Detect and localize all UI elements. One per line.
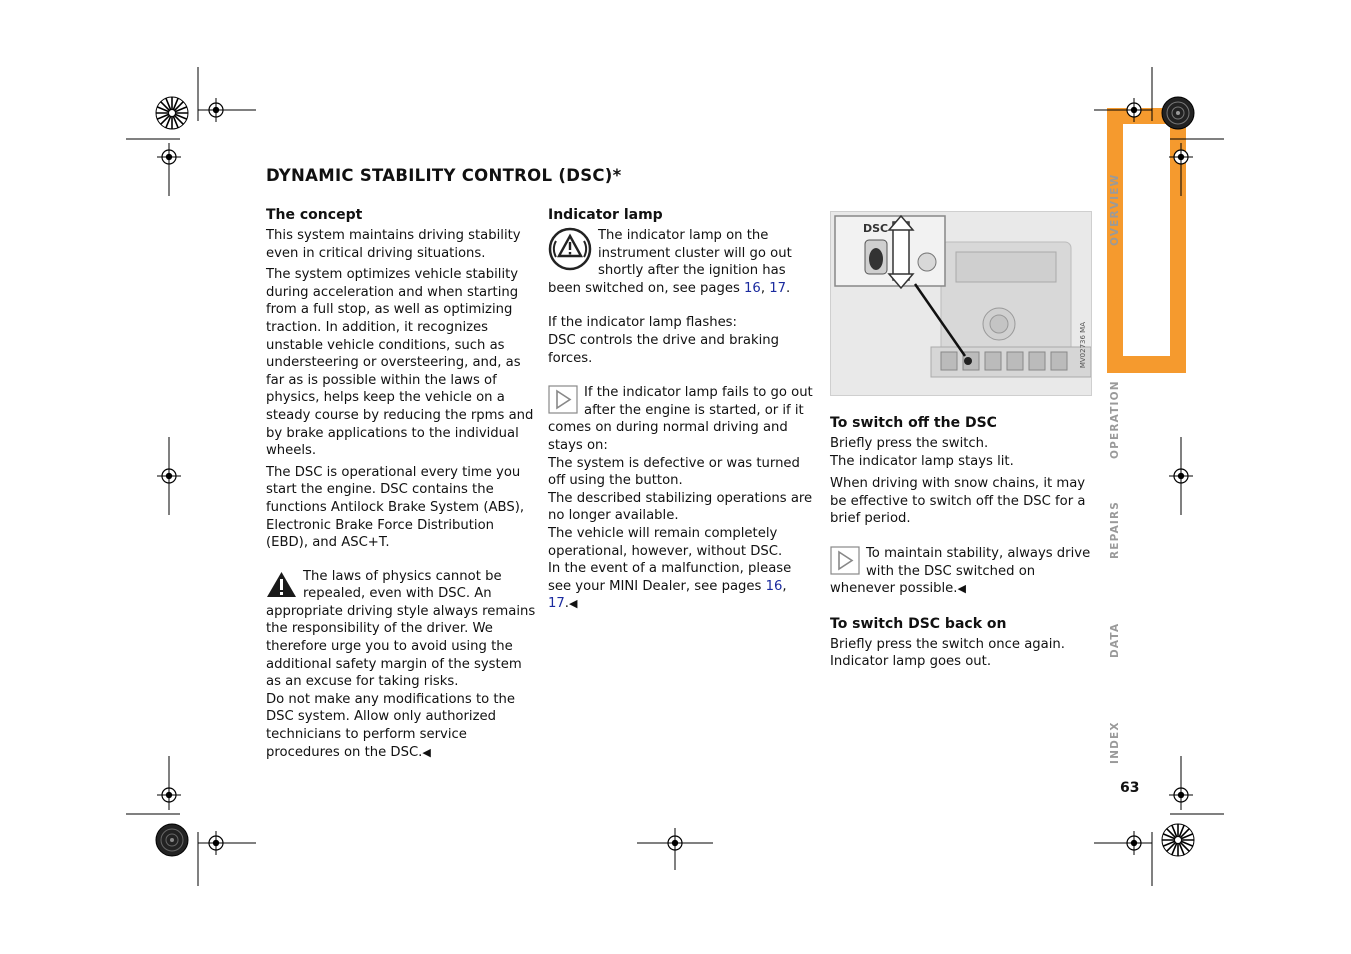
photo-code: MV02736 MA <box>1079 322 1087 369</box>
concept-paragraph-1: This system maintains driving stability even in critical driving situations. <box>266 228 521 261</box>
page-link-16[interactable]: 16 <box>744 280 761 296</box>
warning-text-2: Do not make any modifications to the DSC system. Allow only authorized technicians to perform service procedures on the DSC.◀ <box>266 691 516 760</box>
stability-note-text: To maintain stability, always drive with the DSC switched on whenever possible.◀ <box>830 545 1091 597</box>
tab-operation[interactable]: OPERATION <box>1109 380 1121 460</box>
concept-paragraph-3: The DSC is operational every time you start the engine. DSC contains the functions Antilock Brake System (ABS), Electronic Brake Force Distribution (EBD), and ASC+T. <box>266 464 525 551</box>
page-title: DYNAMIC STABILITY CONTROL (DSC)* <box>266 166 622 185</box>
tab-index[interactable]: INDEX <box>1109 721 1121 764</box>
page-link-17[interactable]: 17 <box>769 280 786 296</box>
heading-switch-on: To switch DSC back on <box>830 615 1007 632</box>
switch-off-text-1: Briefly press the switch. <box>830 436 989 451</box>
page-link-17-b[interactable]: 17 <box>548 596 565 612</box>
column-indicator-lamp <box>548 207 818 613</box>
indicator-lamp-block <box>548 227 818 297</box>
note-text-4: The vehicle will remain completely operational, however, without DSC. <box>548 525 783 559</box>
note-block <box>548 384 818 613</box>
page-number: 63 <box>1120 780 1140 796</box>
snow-chains-text: When driving with snow chains, it may be effective to switch off the DSC for a brief period. <box>830 476 1086 527</box>
note-text-3: The described stabilizing operations are no longer available. <box>548 490 813 524</box>
warning-triangle-icon <box>266 570 297 599</box>
column-concept <box>266 207 538 761</box>
flash-text-2: DSC controls the drive and braking forces. <box>548 332 780 366</box>
page-link-16-b[interactable]: 16 <box>765 578 783 594</box>
photo-dsc-label: DSC <box>863 222 889 235</box>
note-text-5: In the event of a malfunction, please see your MINI Dealer, see pages 16, 17.◀ <box>548 561 792 612</box>
stability-note <box>830 545 1098 598</box>
dsc-switch-photo <box>830 211 1092 396</box>
note-arrow-icon <box>548 385 578 414</box>
heading-indicator-lamp: Indicator lamp <box>548 207 663 223</box>
tab-controls[interactable]: CONTROLS <box>1109 273 1121 347</box>
dsc-indicator-lamp-icon <box>548 227 592 271</box>
switch-on-text-1: Briefly press the switch once again. <box>830 636 1065 652</box>
tab-repairs[interactable]: REPAIRS <box>1109 500 1121 560</box>
note-text-1: If the indicator lamp fails to go out after the engine is started, or if it comes on during normal driving and stays on: <box>548 385 813 453</box>
warning-block <box>266 568 538 762</box>
flash-text-1: If the indicator lamp flashes: <box>548 315 737 331</box>
heading-concept: The concept <box>266 207 363 223</box>
indicator-lamp-paragraph: The indicator lamp on the instrument cluster will go out shortly after the ignition has been switched on, see pages 16, 17. <box>548 228 792 296</box>
column-switch <box>830 415 1098 671</box>
note-text-2: The system is defective or was turned off using the button. <box>548 455 800 489</box>
concept-paragraph-2: The system optimizes vehicle stability during acceleration and when starting from a full stop, as well as optimizing traction. In addition, it recognizes unstable vehicle conditions, such as understeering or oversteering, and, as far as is possible within the laws of physics, helps keep the vehicle on a steady course by reducing the rpms and by brake applications to the individual wheels. <box>266 267 534 459</box>
note-arrow-icon <box>830 546 860 575</box>
warning-text: The laws of physics cannot be repealed, even with DSC. An appropriate driving style always remains the responsibility of the driver. We therefore urge you to avoid using the additional safety margin of the system as an excuse for taking risks. <box>266 568 536 690</box>
tab-overview[interactable]: OVERVIEW <box>1109 173 1121 247</box>
dashboard-illustration <box>831 212 1091 395</box>
switch-on-text-2: Indicator lamp goes out. <box>830 654 992 670</box>
tab-data[interactable]: DATA <box>1109 622 1121 658</box>
heading-switch-off: To switch off the DSC <box>830 415 997 431</box>
switch-off-text-2: The indicator lamp stays lit. <box>830 453 1014 469</box>
